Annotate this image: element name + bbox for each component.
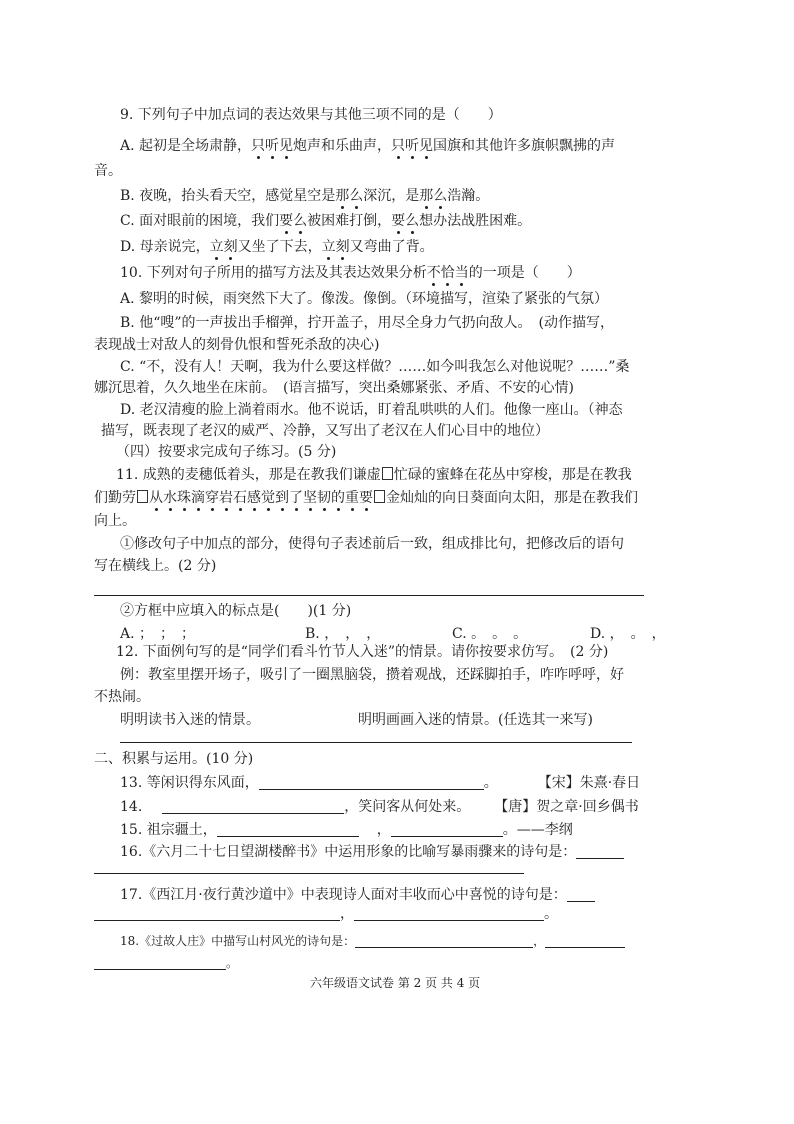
text: 。: [226, 956, 239, 970]
q12-example-cont: 不热闹。: [94, 689, 150, 705]
text: 的一项是（ ）: [468, 265, 581, 281]
text: 。——李纲: [502, 822, 573, 838]
text: ，笑问客从何处来。: [344, 799, 471, 815]
text: 16.《六月二十七日望湖楼醉书》中运用形象的比喻写暴雨骤来的诗句是：: [120, 844, 577, 860]
q9-option-c: [120, 212, 531, 230]
q11-option-b: B. ， ， ，: [305, 626, 381, 642]
q10-option-d: D. 老汉清瘦的脸上淌着雨水。他不说话，盯着乱哄哄的人们。他像一座山。（神态: [120, 402, 623, 418]
q11-subq2: ②方框中应填入的标点是( )(1 分): [120, 603, 352, 619]
text: 深沉，是: [363, 188, 420, 204]
source: 【宋】朱熹·春日: [537, 775, 641, 791]
text: 。: [483, 775, 498, 791]
fill-blank[interactable]: [162, 799, 344, 814]
text: 。: [544, 906, 558, 922]
text: 18.《过故人庄》中描写山村风光的诗句是：: [120, 934, 356, 948]
blank-box: [374, 490, 385, 503]
dotted-word: 那么: [419, 188, 448, 204]
text: 被困难打倒，: [307, 213, 392, 229]
text: D. 母亲说完，: [120, 239, 210, 255]
fill-blank[interactable]: [217, 822, 359, 837]
blank-box: [382, 467, 393, 480]
fill-blank[interactable]: [576, 844, 624, 859]
q9-option-a: [120, 137, 615, 155]
text: 11. 成熟的麦穗低着头，那是在教我们谦虚: [116, 467, 381, 483]
q10-stem: [120, 264, 581, 282]
q12-stem: 12. 下面例句写的是“同学们看斗竹节人入迷”的情景。请你按要求仿写。 (2 分): [116, 644, 609, 660]
fill-blank[interactable]: [354, 906, 544, 921]
text: 14.: [120, 799, 143, 815]
q13: [120, 774, 640, 792]
answer-line[interactable]: [94, 595, 644, 596]
fill-blank[interactable]: [545, 933, 625, 948]
q10-option-c: C. “不，没有人！天啊，我为什么要这样做？……如今叫我怎么对他说呢？……”桑: [120, 359, 630, 375]
fill-blank[interactable]: [94, 906, 340, 921]
dotted-word: 那么: [335, 188, 364, 204]
fill-blank[interactable]: [567, 887, 595, 902]
dotted-word: 只听见: [391, 138, 434, 154]
text: 国旗和其他许多旗帜飘拂的声: [433, 138, 616, 154]
text: 忙碌的蜜蜂在花丛中穿梭，那是在教我: [393, 467, 632, 483]
dotted-word: 只听见: [251, 138, 294, 154]
q12-option-2: 明明画画入迷的情景。(任选其一来写): [358, 712, 593, 728]
section-heading-2: 二、积累与运用。(10 分): [94, 751, 254, 767]
text: 炮声和乐曲声，: [293, 138, 392, 154]
text: 又坐了下去，: [237, 239, 322, 255]
q15: [120, 821, 573, 839]
dotted-word: 立刻: [209, 239, 238, 255]
text: 浩瀚。: [447, 188, 490, 204]
text: 13. 等闲识得东风面，: [120, 775, 259, 791]
page-footer: 六年级语文试卷 第 2 页 共 4 页: [310, 976, 481, 990]
text: 们勤劳: [94, 490, 136, 506]
fill-blank[interactable]: [355, 933, 533, 948]
q11-option-d: D. ， 。 ，: [590, 626, 666, 642]
q10-option-b: B. 他“嗖”的一声拔出手榴弹，拧开盖子，用尽全身力气扔向敌人。 (动作描写，: [120, 315, 614, 331]
q11-line3: 向上。: [94, 513, 136, 529]
text: ，: [376, 822, 391, 838]
text: A. 起初是全场肃静，: [120, 138, 252, 154]
q9-option-b: [120, 187, 489, 205]
q9-option-a-cont: 音。: [94, 163, 122, 179]
q18-cont: [94, 954, 238, 972]
dotted-word: 不恰当: [426, 265, 469, 281]
q18: [120, 932, 625, 950]
text: C. 面对眼前的困境，我们: [120, 213, 280, 229]
dotted-word: 要么: [279, 213, 308, 229]
answer-line[interactable]: [94, 873, 524, 874]
text: 10. 下列对句子所用的描写方法及其表达效果分析: [120, 265, 427, 281]
q11-line2: [94, 489, 638, 507]
q9-stem: 9. 下列句子中加点词的表达效果与其他三项不同的是（ ）: [120, 107, 502, 123]
section-heading-part4: （四）按要求完成句子练习。(5 分): [116, 444, 337, 460]
q12-example: 例：教室里摆开场子，吸引了一圈黑脑袋，攒着观战，还踩脚拍手，咋咋呼呼，好: [120, 667, 624, 683]
text: ，: [340, 906, 354, 922]
q11-subq1-cont: 写在横线上。(2 分): [94, 558, 217, 574]
q9-option-d: [120, 238, 434, 256]
q16: [120, 843, 624, 861]
q12-option-1: 明明读书入迷的情景。: [120, 712, 260, 728]
source: 【唐】贺之章·回乡偶书: [494, 799, 639, 815]
q10-option-a: A. 黎明的时候，雨突然下大了。像泼。像倒。（环境描写，渲染了紧张的气氛）: [120, 291, 609, 307]
fill-blank[interactable]: [259, 775, 484, 790]
q10-option-b-cont: 表现战士对敌人的刻骨仇恨和誓死杀敌的决心): [94, 337, 380, 353]
q11-option-a: A. ； ； ；: [120, 626, 196, 642]
answer-line[interactable]: [120, 742, 632, 743]
text: 15. 祖宗疆土，: [120, 822, 217, 838]
q11-line1: [116, 466, 632, 484]
text: 17.《西江月·夜行黄沙道中》中表现诗人面对丰收而心中喜悦的诗句是：: [120, 887, 567, 903]
text: B. 夜晚，抬头看天空，感觉星空是: [120, 188, 336, 204]
q10-option-d-cont: 描写，既表现了老汉的威严、冷静，又写出了老汉在人们心目中的地位）: [101, 423, 549, 439]
q14: [120, 798, 639, 816]
text: 金灿灿的向日葵面向太阳，那是在教我们: [386, 490, 638, 506]
q10-option-c-cont: 娜沉思着，久久地坐在床前。 (语言描写，突出桑娜紧张、矛盾、不安的心情): [94, 380, 574, 396]
text: 想办法战胜困难。: [419, 213, 532, 229]
dotted-phrase: 从水珠滴穿岩石感觉到了坚韧的重要: [149, 490, 373, 506]
q17-cont: [94, 905, 558, 923]
q11-option-c: C. 。 。 。: [452, 626, 528, 642]
text: 又弯曲了背。: [349, 239, 434, 255]
fill-blank[interactable]: [94, 955, 226, 970]
q11-subq1: ①修改句子中加点的部分，使得句子表述前后一致，组成排比句，把修改后的语句: [120, 536, 624, 552]
dotted-word: 立刻: [321, 239, 350, 255]
blank-box: [137, 490, 148, 503]
dotted-word: 要么: [391, 213, 420, 229]
q17: [120, 886, 595, 904]
fill-blank[interactable]: [391, 822, 503, 837]
text: ，: [533, 934, 546, 948]
